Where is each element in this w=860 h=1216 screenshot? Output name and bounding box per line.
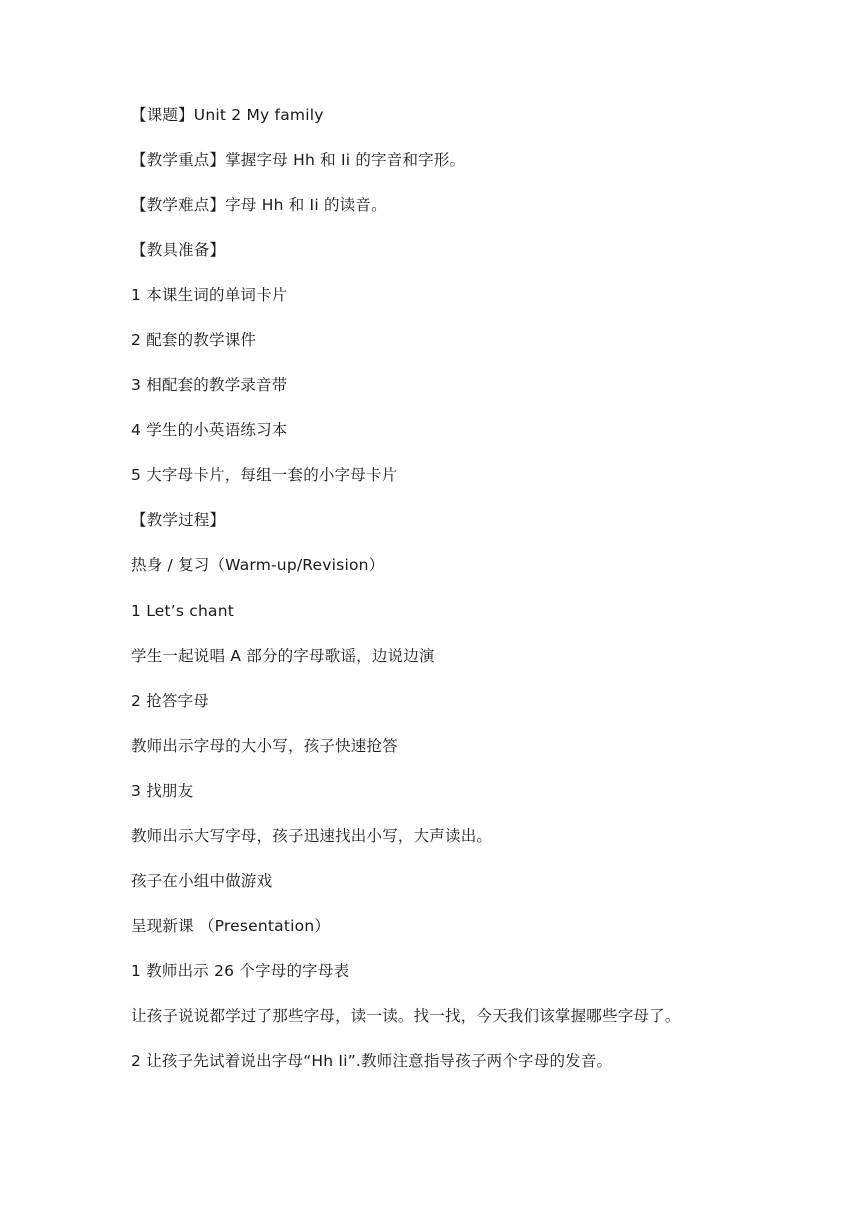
step-description: 孩子在小组中做游戏 [131,872,273,890]
step-item: 2 抢答字母 [131,692,209,710]
teaching-aid-item: 1 本课生词的单词卡片 [131,286,288,304]
teaching-difficulty: 【教学难点】字母 Hh 和 Ii 的读音。 [131,196,387,214]
section-heading-warmup: 热身 / 复习（Warm-up/Revision） [131,556,385,574]
step-description: 让孩子说说都学过了那些字母，读一读。找一找，今天我们该掌握哪些字母了。 [131,1007,681,1025]
teaching-aids-heading: 【教具准备】 [131,241,226,259]
section-heading-presentation: 呈现新课 （Presentation） [131,917,331,935]
lesson-title: 【课题】Unit 2 My family [131,106,324,124]
teaching-process-heading: 【教学过程】 [131,511,226,529]
teaching-aid-item: 4 学生的小英语练习本 [131,421,288,439]
teaching-focus: 【教学重点】掌握字母 Hh 和 Ii 的字音和字形。 [131,151,466,169]
step-item: 1 教师出示 26 个字母的字母表 [131,962,350,980]
step-item: 2 让孩子先试着说出字母“Hh Ii”.教师注意指导孩子两个字母的发音。 [131,1052,613,1070]
teaching-aid-item: 2 配套的教学课件 [131,331,257,349]
step-description: 学生一起说唱 A 部分的字母歌谣，边说边演 [131,647,435,665]
teaching-aid-item: 5 大字母卡片，每组一套的小字母卡片 [131,466,398,484]
teaching-aid-item: 3 相配套的教学录音带 [131,376,288,394]
step-description: 教师出示大写字母，孩子迅速找出小写，大声读出。 [131,827,493,845]
step-item: 3 找朋友 [131,782,194,800]
step-item: 1 Let’s chant [131,602,235,620]
step-description: 教师出示字母的大小写，孩子快速抢答 [131,737,398,755]
